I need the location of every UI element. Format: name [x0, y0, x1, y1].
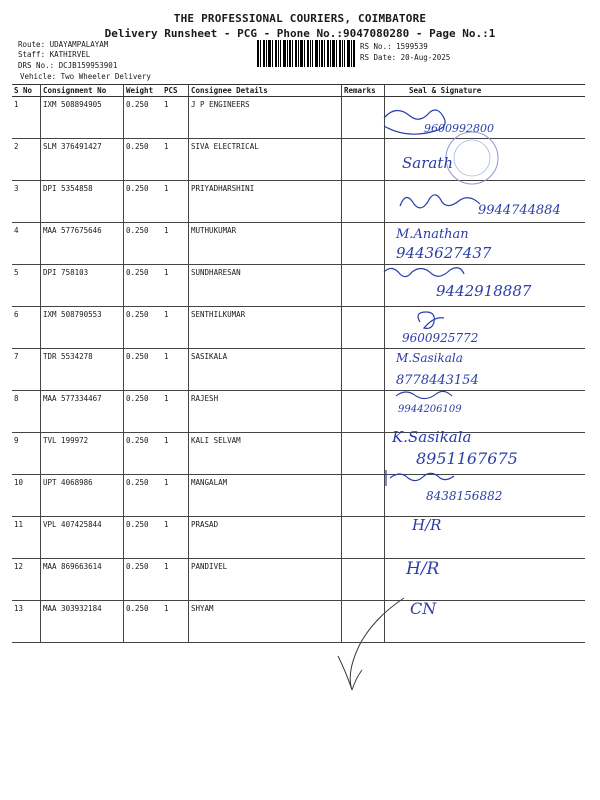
signature-text: H/R [406, 559, 440, 579]
signature-text: K.Sasikala [392, 428, 472, 446]
row-sno: 7 [12, 349, 41, 391]
company-title: THE PROFESSIONAL COURIERS, COIMBATORE [173, 12, 427, 25]
row-consignment-no: VPL 407425844 [41, 517, 124, 559]
row-consignment-no: SLM 376491427 [41, 139, 124, 181]
row-consignee: PRIYADHARSHINI [189, 181, 342, 223]
row-weight: 0.250 [124, 139, 163, 181]
row-signature-cell [385, 223, 586, 265]
signature-text: Sarath [402, 154, 454, 172]
row-signature-cell [385, 139, 586, 181]
row-consignment-no: TVL 199972 [41, 433, 124, 475]
row-consignee: SIVA ELECTRICAL [189, 139, 342, 181]
row-sno: 3 [12, 181, 41, 223]
table-row [12, 517, 585, 559]
barcode-icon [257, 40, 355, 67]
signature-text: H/R [412, 516, 442, 534]
row-consignee: SHYAM [189, 601, 342, 643]
row-signature-cell [385, 349, 586, 391]
row-signature-cell [385, 517, 586, 559]
row-sno: 11 [12, 517, 41, 559]
signature-text: M.Anathan [396, 227, 469, 242]
row-remarks [342, 97, 385, 139]
row-consignee: RAJESH [189, 391, 342, 433]
staff-label: Staff: KATHIRVEL [18, 50, 91, 59]
row-consignee: MANGALAM [189, 475, 342, 517]
col-pcs-header: PCS [162, 85, 189, 97]
row-weight: 0.250 [124, 307, 163, 349]
signature-text: 9600992800 [424, 122, 494, 135]
row-weight: 0.250 [124, 181, 163, 223]
table-row [12, 265, 585, 307]
row-sno: 12 [12, 559, 41, 601]
row-consignee: PRASAD [189, 517, 342, 559]
row-weight: 0.250 [124, 517, 163, 559]
table-row [12, 349, 585, 391]
row-consignee: SASIKALA [189, 349, 342, 391]
row-weight: 0.250 [124, 475, 163, 517]
col-remarks-header: Remarks [342, 85, 385, 97]
row-weight: 0.250 [124, 433, 163, 475]
row-remarks [342, 391, 385, 433]
row-consignment-no: TDR 5534278 [41, 349, 124, 391]
row-pcs: 1 [162, 517, 189, 559]
row-weight: 0.250 [124, 559, 163, 601]
table-row [12, 475, 585, 517]
row-sno: 1 [12, 97, 41, 139]
signature-text: 8438156882 [426, 489, 503, 503]
col-signature-header: Seal & Signature [385, 85, 586, 97]
row-signature-cell [385, 559, 586, 601]
row-consignee: J P ENGINEERS [189, 97, 342, 139]
row-sno: 9 [12, 433, 41, 475]
row-consignment-no: DPI 758103 [41, 265, 124, 307]
vehicle-label: Vehicle: Two Wheeler Delivery [20, 72, 151, 81]
row-weight: 0.250 [124, 349, 163, 391]
row-signature-cell [385, 391, 586, 433]
signature-text: 9442918887 [436, 282, 532, 300]
row-pcs: 1 [162, 139, 189, 181]
row-consignment-no: MAA 577334467 [41, 391, 124, 433]
row-pcs: 1 [162, 307, 189, 349]
row-remarks [342, 265, 385, 307]
row-pcs: 1 [162, 181, 189, 223]
row-weight: 0.250 [124, 601, 163, 643]
row-remarks [342, 139, 385, 181]
signature-text: 9944206109 [398, 404, 462, 415]
table-row [12, 139, 585, 181]
col-consignee-header: Consignee Details [189, 85, 342, 97]
row-remarks [342, 181, 385, 223]
table-row [12, 391, 585, 433]
runsheet-subtitle: Delivery Runsheet - PCG - Phone No.:9047080280 - Page No.:1 [104, 27, 496, 40]
row-consignment-no: DPI 5354858 [41, 181, 124, 223]
row-remarks [342, 517, 385, 559]
row-sno: 13 [12, 601, 41, 643]
rs-date: RS Date: 20-Aug-2025 [360, 53, 451, 62]
row-consignee: PANDIVEL [189, 559, 342, 601]
row-consignment-no: MAA 303932184 [41, 601, 124, 643]
row-weight: 0.250 [124, 391, 163, 433]
signature-text: 9443627437 [396, 244, 492, 262]
drs-number: DRS No.: DCJB159953901 [18, 61, 118, 70]
signature-text: 8778443154 [396, 373, 479, 388]
signature-text: 8951167675 [416, 449, 518, 468]
row-consignment-no: MAA 869663614 [41, 559, 124, 601]
table-row [12, 181, 585, 223]
row-remarks [342, 559, 385, 601]
table-row [12, 97, 585, 139]
col-consignment-header: Consignment No [41, 85, 124, 97]
row-sno: 6 [12, 307, 41, 349]
row-pcs: 1 [162, 391, 189, 433]
row-remarks [342, 223, 385, 265]
row-sno: 2 [12, 139, 41, 181]
row-pcs: 1 [162, 475, 189, 517]
col-weight-header: Weight [124, 85, 163, 97]
row-pcs: 1 [162, 265, 189, 307]
col-sno-header: S No [12, 85, 41, 97]
row-consignment-no: IXM 508894905 [41, 97, 124, 139]
row-pcs: 1 [162, 223, 189, 265]
row-sno: 8 [12, 391, 41, 433]
row-signature-cell [385, 601, 586, 643]
row-sno: 5 [12, 265, 41, 307]
row-pcs: 1 [162, 97, 189, 139]
row-sno: 4 [12, 223, 41, 265]
row-consignee: KALI SELVAM [189, 433, 342, 475]
table-row [12, 223, 585, 265]
table-row [12, 559, 585, 601]
row-weight: 0.250 [124, 265, 163, 307]
row-signature-cell [385, 97, 586, 139]
row-signature-cell [385, 265, 586, 307]
row-pcs: 1 [162, 433, 189, 475]
table-header-row [12, 85, 585, 97]
row-remarks [342, 307, 385, 349]
row-consignee: MUTHUKUMAR [189, 223, 342, 265]
row-signature-cell [385, 475, 586, 517]
row-weight: 0.250 [124, 223, 163, 265]
row-consignee: SUNDHARESAN [189, 265, 342, 307]
row-signature-cell [385, 181, 586, 223]
row-signature-cell [385, 433, 586, 475]
table-row [12, 433, 585, 475]
row-signature-cell [385, 307, 586, 349]
table-row [12, 601, 585, 643]
row-consignment-no: MAA 577675646 [41, 223, 124, 265]
row-pcs: 1 [162, 559, 189, 601]
row-remarks [342, 349, 385, 391]
row-remarks [342, 601, 385, 643]
route-label: Route: UDAYAMPALAYAM [18, 40, 109, 49]
runsheet-table [12, 84, 585, 643]
row-sno: 10 [12, 475, 41, 517]
signature-text: M.Sasikala [396, 351, 463, 365]
table-row [12, 307, 585, 349]
signature-text: 9600925772 [402, 331, 479, 345]
row-pcs: 1 [162, 601, 189, 643]
row-consignment-no: IXM 508790553 [41, 307, 124, 349]
row-pcs: 1 [162, 349, 189, 391]
row-weight: 0.250 [124, 97, 163, 139]
signature-text: 9944744884 [478, 203, 561, 218]
signature-text: CN [410, 599, 437, 618]
rs-number: RS No.: 1599539 [360, 42, 428, 51]
row-consignee: SENTHILKUMAR [189, 307, 342, 349]
row-remarks [342, 433, 385, 475]
row-remarks [342, 475, 385, 517]
row-consignment-no: UPT 4068986 [41, 475, 124, 517]
